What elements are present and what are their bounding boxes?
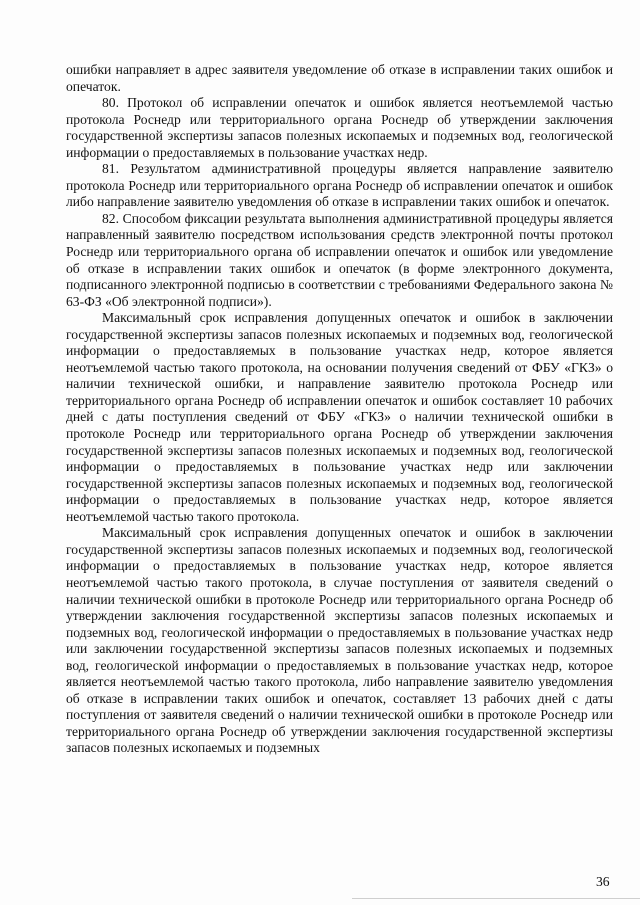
paragraph-81: 81. Результатом административной процедуры является направление заявителю протокола Роснедр или территориального органа Роснедр об исправлении опечаток и ошибок либо направление заявителю уведомления об отказе в исправлении таких ошибок и опечаток. (66, 161, 613, 210)
document-body (66, 62, 613, 757)
paragraph-82: 82. Способом фиксации результата выполнения административной процедуры является направленный заявителю посредством использования средств электронной почты протокол Роснедр или территориального органа об исправлении опечаток и ошибок или уведомление об отказе в исправлении таких ошибок и опечаток (в форме электронного документа, подписанного электронной подписью в соответствии с требованиями Федерального закона № 63-ФЗ «Об электронной подписи»). (66, 210, 613, 309)
scan-edge-divider (352, 898, 640, 899)
paragraph-80: 80. Протокол об исправлении опечаток и ошибок является неотъемлемой частью протокола Роснедр или территориального органа Роснедр об утверждении заключения государственной экспертизы запасов полезных ископаемых и подземных вод, геологической информации о предоставляемых в пользование участках недр. (66, 95, 613, 160)
paragraph-max-term-13-days: Максимальный срок исправления допущенных опечаток и ошибок в заключении государственной экспертизы запасов полезных ископаемых и подземных вод, геологической информации о предоставляемых в пользование участках недр, которое является неотъемлемой частью такого протокола, в случае поступления от заявителя сведений о наличии технической ошибки в протоколе Роснедр или территориального органа Роснедр об утверждении заключения государственной экспертизы запасов полезных ископаемых и подземных вод, геологической информации о предоставляемых в пользование участках недр или заключении государственной экспертизы запасов полезных ископаемых и подземных вод, геологической информации о предоставляемых в пользование участках недр, которое является неотъемлемой частью такого протокола, либо направление заявителю уведомления об отказе в исправлении таких ошибок и опечаток, составляет 13 рабочих дней с даты поступления от заявителя сведений о наличии технической ошибки в протоколе Роснедр или территориального органа Роснедр об утверждении заключения государственной экспертизы запасов полезных ископаемых и подземных (66, 525, 613, 756)
paragraph-max-term-10-days: Максимальный срок исправления допущенных опечаток и ошибок в заключении государственной экспертизы запасов полезных ископаемых и подземных вод, геологической информации о предоставляемых в пользование участках недр, которое является неотъемлемой частью такого протокола, на основании получения сведений от ФБУ «ГКЗ» о наличии технической ошибки, и направление заявителю протокола Роснедр или территориального органа Роснедр об исправлении опечаток и ошибок составляет 10 рабочих дней с даты поступления сведений от ФБУ «ГКЗ» о наличии технической ошибки в протоколе Роснедр или территориального органа Роснедр об утверждении заключения государственной экспертизы запасов полезных ископаемых и подземных вод, геологической информации о предоставляемых в пользование участках недр или заключении государственной экспертизы запасов полезных ископаемых и подземных вод, геологической информации о предоставляемых в пользование участках недр, которое является неотъемлемой частью такого протокола. (66, 310, 613, 524)
paragraph-continuation: ошибки направляет в адрес заявителя уведомление об отказе в исправлении таких ошибок и опечаток. (66, 62, 613, 94)
page-number: 36 (596, 874, 610, 889)
